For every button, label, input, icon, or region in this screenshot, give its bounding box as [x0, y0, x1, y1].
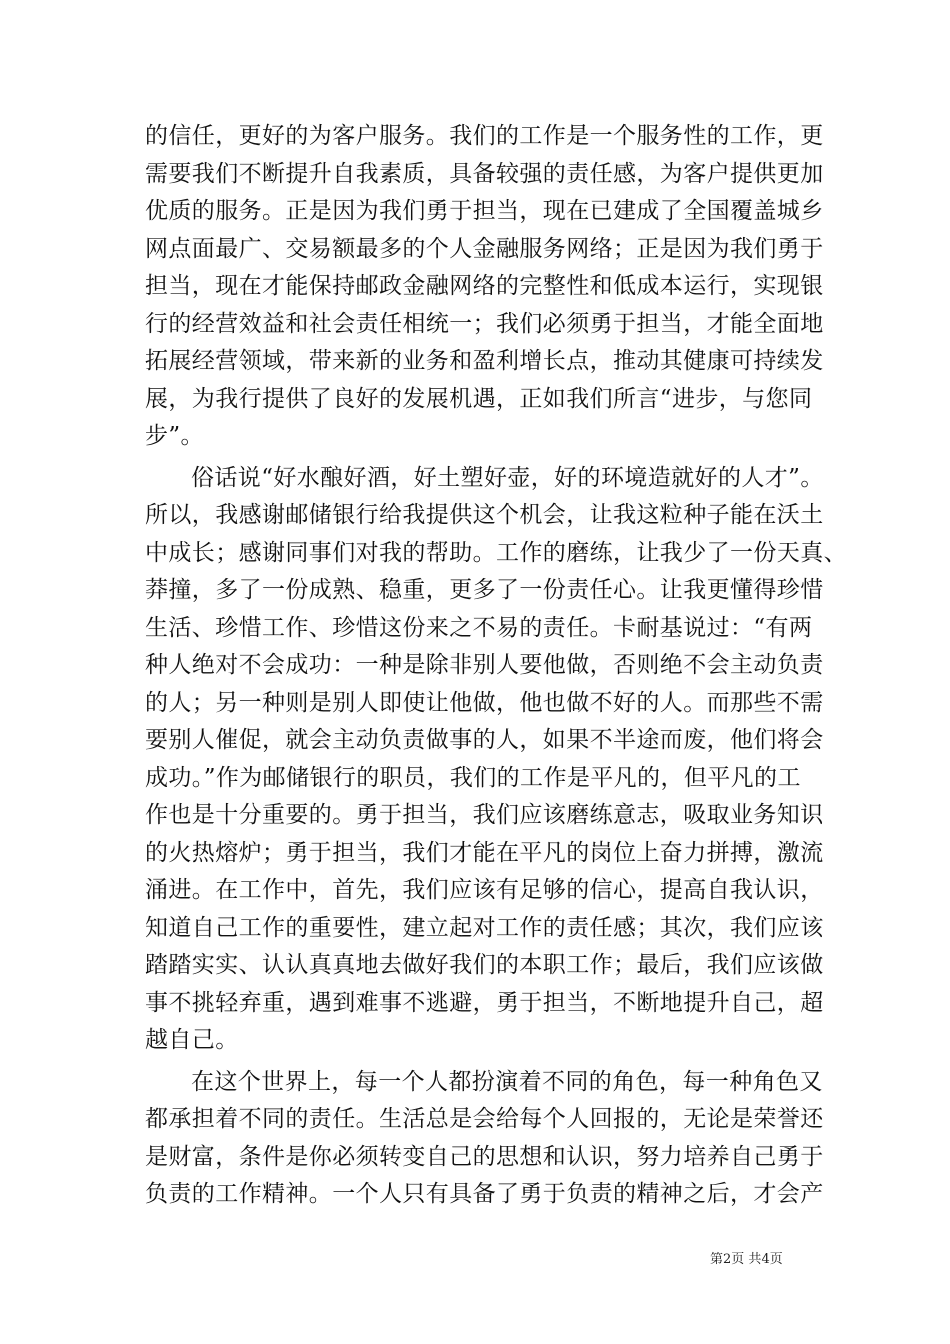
text-line: 要别人催促，就会主动负责做事的人，如果不半途而废，他们将会: [145, 727, 824, 753]
page-current: 2: [723, 1252, 732, 1267]
text-line: 的信任，更好的为客户服务。我们的工作是一个服务性的工作，更: [145, 123, 824, 149]
text-line: 种人绝对不会成功：一种是除非别人要他做，否则绝不会主动负责: [145, 652, 824, 678]
text-line: 的火热熔炉；勇于担当，我们才能在平凡的岗位上奋力拼搏，激流: [145, 839, 824, 866]
text-line: 莽撞，多了一份成熟、稳重，更多了一份责任心。让我更懂得珍惜: [145, 577, 824, 603]
text-line: 作也是十分重要的。勇于担当，我们应该磨练意志，吸取业务知识: [145, 802, 824, 828]
page-total: 4: [761, 1252, 770, 1267]
page-footer: [710, 1248, 783, 1267]
text-line: 成功。”作为邮储银行的职员，我们的工作是平凡的，但平凡的工: [145, 764, 801, 791]
text-line: 所以，我感谢邮储银行给我提供这个机会，让我这粒种子能在沃土: [145, 502, 824, 528]
text-line: 担当，现在才能保持邮政金融网络的完整性和低成本运行，实现银: [145, 273, 824, 299]
text-line: 的人；另一种则是别人即使让他做，他也做不好的人。而那些不需: [145, 689, 824, 716]
text-line: 在这个世界上，每一个人都扮演着不同的角色，每一种角色又: [191, 1068, 823, 1095]
text-line: 俗话说“好水酿好酒，好土塑好壶，好的环境造就好的人才”。: [191, 464, 824, 491]
page-suffix: 页: [769, 1252, 783, 1267]
text-line: 生活、珍惜工作、珍惜这份来之不易的责任。卡耐基说过：“有两: [145, 614, 813, 641]
text-line: 都承担着不同的责任。生活总是会给每个人回报的，无论是荣誉还: [145, 1106, 824, 1132]
text-line: 负责的工作精神。一个人只有具备了勇于负责的精神之后，才会产: [145, 1181, 824, 1207]
text-line: 优质的服务。正是因为我们勇于担当，现在已建成了全国覆盖城乡: [145, 198, 824, 224]
text-line: 需要我们不断提升自我素质，具备较强的责任感，为客户提供更加: [145, 160, 824, 187]
text-line: 是财富，条件是你必须转变自己的思想和认识，努力培养自己勇于: [145, 1143, 824, 1170]
page-label: 第: [710, 1252, 724, 1267]
text-line: 展，为我行提供了良好的发展机遇，正如我们所言“进步，与您同: [145, 385, 813, 412]
text-line: 步”。: [145, 423, 204, 449]
text-line: 涌进。在工作中，首先，我们应该有足够的信心，提高自我认识，: [145, 877, 824, 903]
page-mid: 页 共: [731, 1252, 762, 1267]
document-body: [145, 118, 847, 1214]
text-line: 踏踏实实、认认真真地去做好我们的本职工作；最后，我们应该做: [145, 952, 824, 978]
text-line: 拓展经营领域，带来新的业务和盈利增长点，推动其健康可持续发: [145, 348, 824, 374]
text-line: 中成长；感谢同事们对我的帮助。工作的磨练，让我少了一份天真、: [145, 539, 847, 566]
text-line: 网点面最广、交易额最多的个人金融服务网络；正是因为我们勇于: [145, 235, 824, 262]
text-line: 知道自己工作的重要性，建立起对工作的责任感；其次，我们应该: [145, 914, 824, 941]
text-line: 行的经营效益和社会责任相统一；我们必须勇于担当，才能全面地: [145, 310, 824, 337]
text-line: 事不挑轻弃重，遇到难事不逃避，勇于担当，不断地提升自己，超: [145, 989, 824, 1016]
text-line: 越自己。: [145, 1027, 239, 1053]
